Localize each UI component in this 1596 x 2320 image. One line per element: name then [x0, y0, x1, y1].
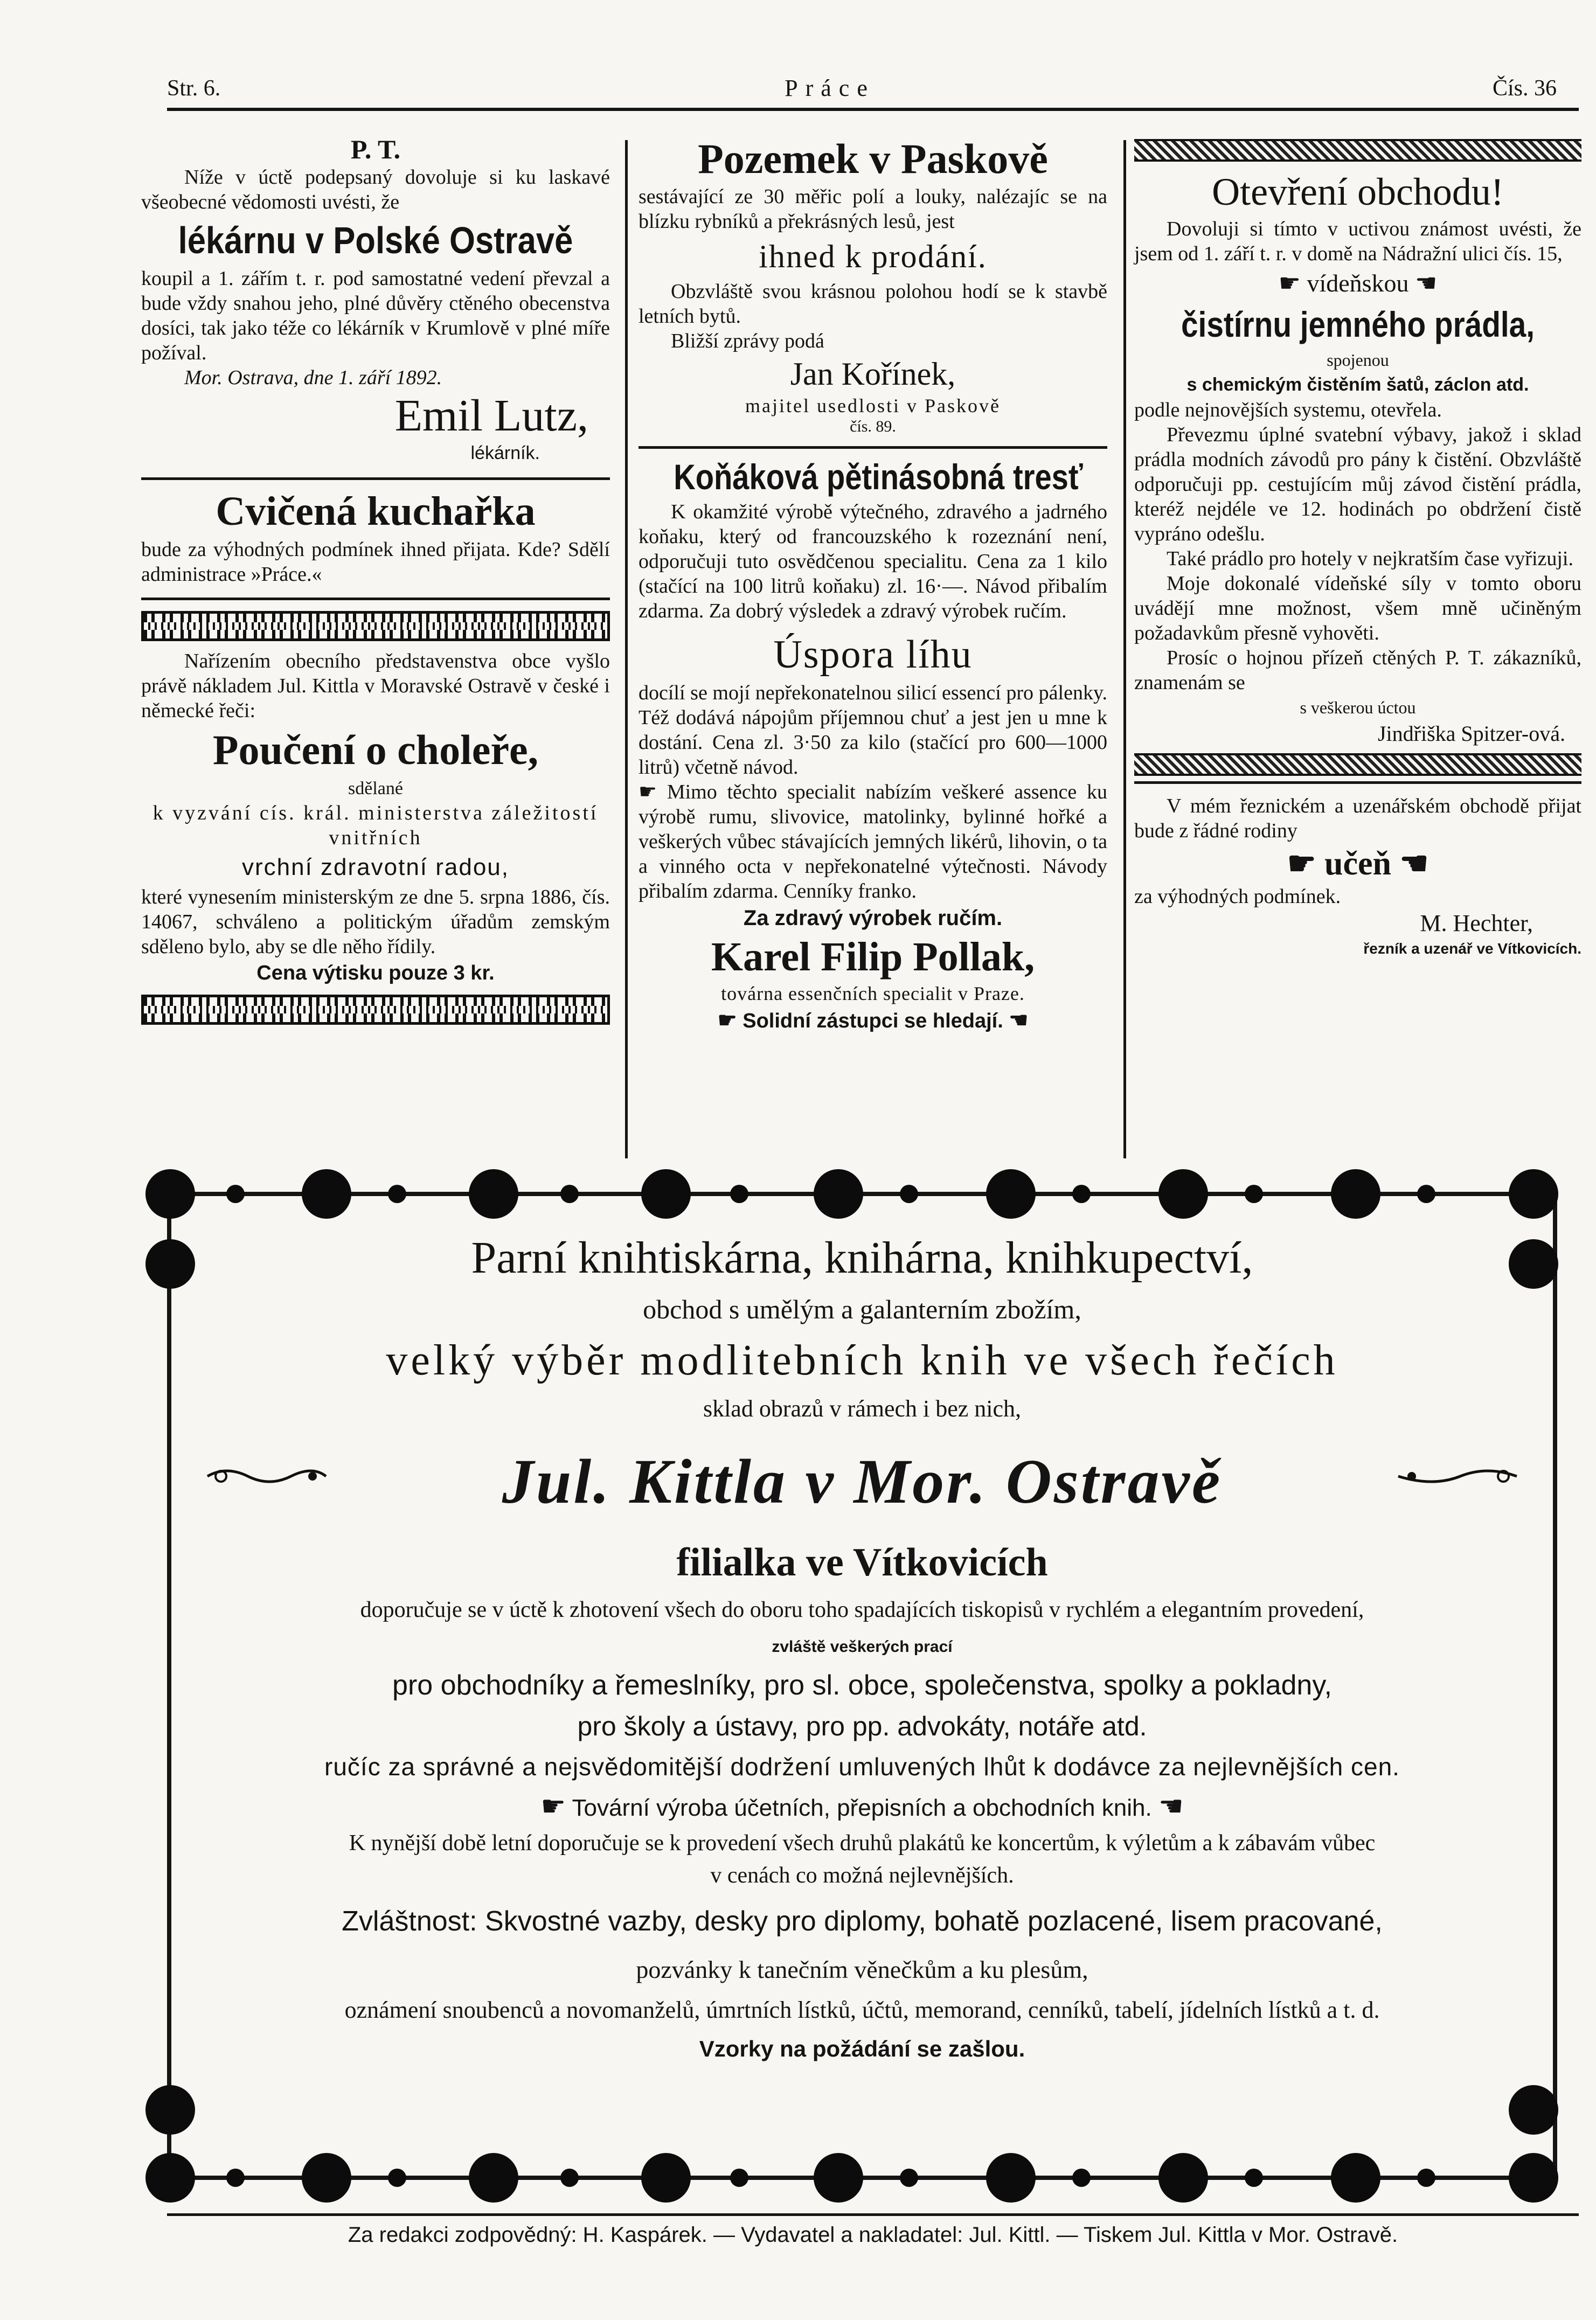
big-ad-line: pozvánky k tanečním věnečkům a ku plesům, [636, 1956, 1088, 1983]
big-ad-line: obchod s umělým a galanterním zbožím, [643, 1294, 1081, 1324]
pointing-hand-icon: ☛ [639, 781, 657, 803]
ad-sub: spojenou [1327, 350, 1389, 370]
ad-body: podle nejnovějších systemu, otevřela. [1134, 399, 1442, 421]
ad-intro: Dovoluji si tímto v uctivou známost uvésti, že jsem od 1. září t. r. v domě na Nádražní ulici čís. 15, [1134, 218, 1581, 265]
pointing-hand-right-icon: ☛ [540, 1791, 566, 1822]
ad-body: Také prádlo pro hotely v nejkratším čase vyřizuji. [1167, 547, 1573, 570]
ad-headline: Cvičená kuchařka [216, 489, 536, 534]
ad-body: koupil a 1. zářím t. r. pod samostatné vedení převzal a bude vždy snahou jeho, plné důvěry ctěného obecenstva dosíci, tak jako téže co lékárník v Krumlově v plné míře požíval. [141, 267, 610, 364]
ad-body: Prosíc o hojnou přízeň ctěných P. T. zákazníků, znamenám se [1134, 647, 1581, 694]
big-ad-line: ručíc za správné a nejsvědomitější dodržení umluvených lhůt k dodávce za nejlevnějších cen. [324, 1753, 1400, 1781]
footer-rule [167, 2213, 1579, 2216]
ad-date: Mor. Ostrava, dne 1. září 1892. [184, 366, 442, 389]
ad-apprentice [1134, 794, 1581, 960]
ad-name: Karel Filip Pollak, [711, 934, 1035, 980]
big-ad-line: Zvláštnost: Skvostné vazby, desky pro diplomy, bohatě pozlacené, lisem pracované, [342, 1906, 1383, 1937]
ad-role: majitel usedlosti v Paskově [745, 395, 1001, 416]
ad-headline [1134, 843, 1581, 884]
column-divider-2 [1123, 140, 1126, 1158]
big-ad-line: pro obchodníky a řemeslníky, pro sl. obce, společenstva, spolky a pokladny, [392, 1670, 1332, 1701]
ad-body [639, 780, 1107, 904]
big-ad-line: Parní knihtiskárna, knihárna, knihkupectví, [471, 1233, 1253, 1283]
ad-sub: vrchní zdravotní radou, [241, 854, 509, 880]
big-ad-content [205, 1228, 1519, 2066]
ad-headline: lékárnu v Polské Ostravě [178, 219, 573, 261]
ad-cognac [639, 454, 1107, 623]
ad-cholera [141, 649, 610, 987]
pointing-hand-right-icon: ☛ [717, 1009, 737, 1032]
ad-role: řezník a uzenář ve Vítkovicích. [1363, 940, 1581, 957]
header-rule [167, 108, 1579, 111]
big-ad-line: K nynější době letní doporučuje se k provedení všech druhů plakátů ke koncertům, k výletům a k zábavám vůbec [349, 1831, 1376, 1856]
ad-laundry [1134, 167, 1581, 748]
ad-land [639, 134, 1107, 436]
ad-sub: sdělané [348, 779, 403, 798]
column-3 [1134, 134, 1581, 960]
ad-signature: Jindřiška Spitzer-ová. [1377, 721, 1565, 746]
column-divider-1 [625, 140, 628, 1158]
pointing-hand-left-icon: ☚ [1415, 269, 1438, 297]
big-ad-line: sklad obrazů v rámech i bez nich, [703, 1395, 1022, 1422]
ad-title: P. T. [350, 134, 401, 164]
big-ad-line: Vzorky na požádání se zašlou. [699, 2036, 1025, 2061]
ornament-border [141, 995, 610, 1025]
big-ad-line: velký výběr modlitebních knih ve všech řečích [386, 1337, 1338, 1384]
ad-sub: s veškerou úctou [1300, 698, 1416, 717]
ad-slogan: Za zdravý výrobek ručím. [743, 906, 1003, 930]
big-ad-line: pro školy a ústavy, pro pp. advokáty, notáře atd. [577, 1711, 1147, 1741]
ad-headline: Koňáková pětinásobná tresť [674, 457, 1083, 497]
separator [141, 598, 610, 600]
big-ad-line: v cenách co možná nejlevnějších. [710, 1863, 1014, 1888]
pointing-hand-left-icon: ☚ [1009, 1009, 1029, 1032]
ad-headline: Pozemek v Paskově [698, 135, 1048, 182]
ad-signature: Emil Lutz, [394, 391, 588, 441]
ornament-border [141, 611, 610, 641]
ad-intro: Níže v úctě podepsaný dovoluje si ku laskavé všeobecné vědomosti uvésti, že [141, 166, 610, 213]
big-ad-line: doporučuje se v úctě k zhotovení všech do oboru toho spadajících tiskopisů v rychlém a elegantním provedení, [360, 1597, 1364, 1622]
dot-row-bottom [145, 2153, 1579, 2201]
ad-signature: M. Hechter, [1420, 910, 1533, 936]
separator [1134, 781, 1581, 784]
big-ad-frame [145, 1169, 1579, 2204]
ad-body: docílí se mojí nepřekonatelnou silicí essencí pro pálenky. Též dodává nápojům příjemnou chuť a jest jen u mne k dostání. Cena zl. 3·50 za kilo (stačící pro 600—1000 litrů) včetně návod. [639, 682, 1107, 779]
ad-headline: Otevření obchodu! [1212, 170, 1504, 213]
ad-intro: Nařízením obecního představenstva obce vyšlo právě nákladem Jul. Kittla v Moravské Ostravě v české i německé řeči: [141, 650, 610, 722]
column-2 [639, 134, 1107, 1036]
ad-headline-text: učeň [1324, 845, 1391, 882]
ad-cook [141, 485, 610, 587]
pointing-hand-right-icon: ☛ [1278, 269, 1301, 297]
separator [141, 477, 610, 480]
ad-headline2: čistírnu jemného prádla, [1181, 304, 1535, 344]
ad-pharmacy [141, 134, 610, 464]
ad-body: K okamžité výrobě výtečného, zdravého a jadrného koňaku, který od francouzského k rozeznání není, odporučuji tuto osvědčenou specialitu. Cena za 1 kilo (stačící na 100 litrů koňaku) zl. 16·—. Návod přibalím zdarma. Za dobrý výsledek a zdravý výrobek ručím. [639, 501, 1107, 622]
frame-border-left [167, 1192, 171, 2180]
ad-num: čís. 89. [850, 418, 896, 435]
ad-role: lékárník. [470, 443, 540, 463]
frame-border-right [1553, 1192, 1557, 2180]
big-ad-line [205, 1788, 1519, 1827]
imprint: Za redakci zodpovědný: H. Kaspárek. — Vydavatel a nakladatel: Jul. Kittl. — Tiskem Jul. Kittla v Mor. Ostravě. [348, 2223, 1398, 2247]
ad-sub [1134, 266, 1581, 301]
ad-body: V mém řeznickém a uzenářském obchodě přijat bude z řádné rodiny [1134, 795, 1581, 842]
big-ad-headline-row [205, 1428, 1519, 1536]
ad-body: Bližší zprávy podá [671, 330, 824, 352]
page-number: Str. 6. [167, 76, 221, 101]
pointing-hand-right-icon: ☛ [1287, 846, 1316, 881]
dot-row-top [145, 1169, 1579, 1218]
ad-body: za výhodných podmínek. [1134, 885, 1341, 908]
big-ad-line: zvláště veškerých prací [772, 1638, 953, 1656]
big-ad-line-text: Tovární výroba účetních, přepisních a obchodních knih. [572, 1795, 1152, 1821]
ad-headline: Úspora líhu [773, 633, 973, 677]
ad-headline: Poučení o choleře, [212, 726, 539, 773]
flourish-left-icon [205, 1465, 329, 1487]
ad-sub: s chemickým čistěním šatů, záclon atd. [1186, 374, 1529, 395]
ad-sub-text: vídeňskou [1307, 269, 1409, 297]
newspaper-title: Práce [785, 75, 875, 101]
ad-sub: ihned k prodání. [759, 239, 987, 274]
ad-footer-text: Solidní zástupci se hledají. [743, 1010, 1003, 1032]
flourish-right-icon [1396, 1465, 1519, 1487]
ornament-border [1134, 753, 1581, 776]
ad-body: Obzvláště svou krásnou polohou hodí se k stavbě letních bytů. [639, 280, 1107, 328]
big-ad-line: oznámení snoubenců a novomanželů, úmrtních lístků, účtů, memorand, cenníků, tabelí, jídelních lístků a t. d. [344, 1997, 1380, 2023]
ad-name: Jan Kořínek, [790, 356, 956, 392]
big-ad-line: filialka ve Vítkovicích [676, 1540, 1048, 1585]
big-ad-headline: Jul. Kittla v Mor. Ostravě [502, 1446, 1223, 1517]
pointing-hand-left-icon: ☚ [1399, 846, 1429, 881]
ad-price: Cena výtisku pouze 3 kr. [256, 962, 495, 984]
column-1 [141, 134, 610, 1032]
ad-sub: k vyzvání cís. král. ministerstva záležitostí vnitřních [152, 802, 599, 849]
separator [639, 446, 1107, 449]
ad-footer [639, 1006, 1107, 1036]
ad-body: bude za výhodných podmínek ihned přijata. Kde? Sdělí administrace »Práce.« [141, 538, 610, 586]
ad-body: Převezmu úplné svatební výbavy, jakož i sklad prádla modních závodů pro pány k čistění. Obzvláště odporučuji pp. cestujícím můj závod čistění prádla, kteréž nejdéle ve 12. hodinách po obdržení čistě vypráno odešlu. [1134, 423, 1581, 545]
ad-body: Moje dokonalé vídeňské síly v tomto oboru uvádějí mne možnost, všem mně učiněným požadavkům přesně vyhověti. [1134, 572, 1581, 644]
ad-body: sestávající ze 30 měřic polí a louky, nalézajíc se na blízku rybníků a překrásných lesů, jest [639, 185, 1107, 233]
ad-role: továrna essenčních specialit v Praze. [721, 983, 1025, 1004]
issue-number: Čís. 36 [1493, 76, 1557, 101]
ad-body: které vynesením ministerským ze dne 5. srpna 1886, čís. 14067, schváleno a politickým úřadům zemským sděleno bylo, aby se dle něho řídily. [141, 886, 610, 958]
ad-body-text: Mimo těchto specialit nabízím veškeré assence ku výrobě rumu, slivovice, matolinky, bylinné hořké a veškerých vůbec stávajících jemných likérů, lihovin, o ta a vinného octa v nepřekonatelné výtečnosti. Návody přibalím zdarma. Cenníky franko. [639, 781, 1108, 902]
ornament-border [1134, 139, 1581, 162]
ad-spirit [639, 629, 1107, 1036]
pointing-hand-left-icon: ☚ [1158, 1791, 1184, 1822]
